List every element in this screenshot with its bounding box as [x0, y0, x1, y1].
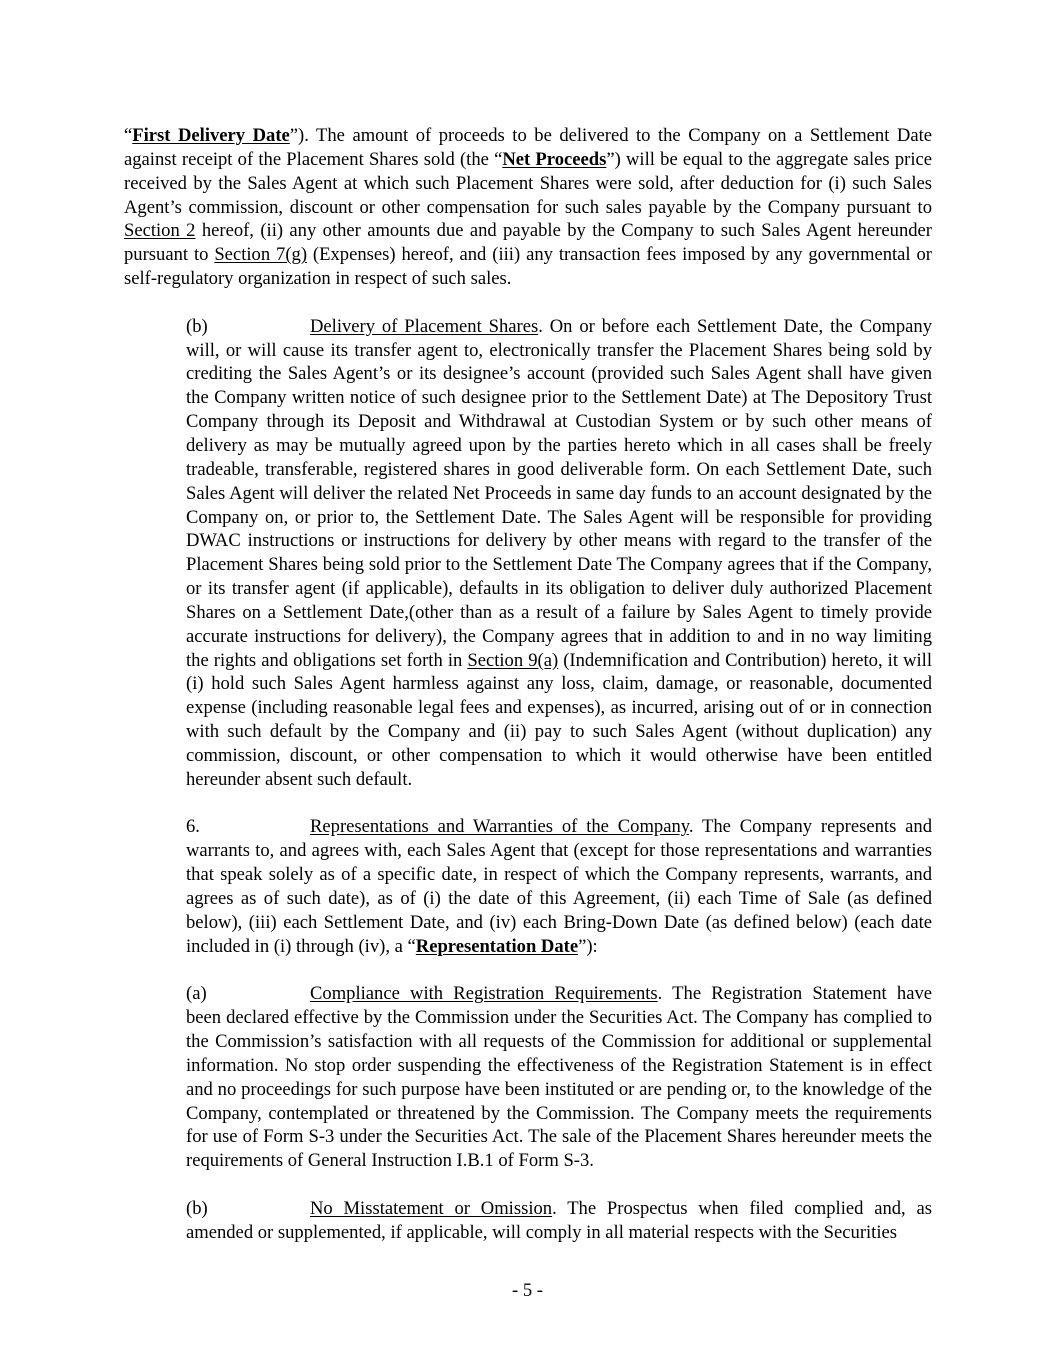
document-page [124, 124, 932, 1269]
heading-no-misstatement-or-omission: No Misstatement or Omission [310, 1197, 553, 1219]
paragraph-text: . The Prospectus when filed complied and, as amended or supplemented, if applicable, will comply in all material respects with the Securities [186, 1197, 932, 1243]
paragraph-text: ”). The amount of proceeds to be delivered to the Company on a Settlement Date against receipt of the Placement Shares sold (the “ [124, 125, 932, 170]
paragraph-number: (b) [186, 315, 208, 337]
section-7g-reference: Section 7(g) [214, 244, 308, 266]
paragraph-no-misstatement-or-omission [124, 1197, 932, 1245]
defined-term-net-proceeds: Net Proceeds [502, 148, 607, 170]
paragraph-text: . The Registration Statement have been declared effective by the Commission under the Securities Act. The Company has complied to the Commission’s satisfaction with all requests of the Commission for additional or supplemental information. No stop order suspending the effectiveness of the Registration Statement is in effect and no proceedings for such purpose have been instituted or are pending or, to the knowledge of the Company, contemplated or threatened by the Commission. The Company meets the requirements for use of Form S-3 under the Securities Act. The sale of the Placement Shares hereunder meets the requirements of General Instruction I.B.1 of Form S-3. [186, 983, 932, 1172]
section-2-reference: Section 2 [124, 220, 196, 242]
open-quote: “ [124, 125, 133, 146]
paragraph-text: (Expenses) hereof, and (iii) any transaction fees imposed by any governmental or self-regulatory organization in respect of such sales. [124, 244, 932, 290]
paragraph-text: . The Company represents and warrants to, and agrees with, each Sales Agent that (except for those representations and warranties that speak solely as of a specific date, in respect of which the Company represents, warrants, and agrees as of such date), as of (i) the date of this Agreement, (ii) each Time of Sale (as defined below), (iii) each Settlement Date, and (iv) each Bring-Down Date (as defined below) (each date included in (i) through (iv), a “ [186, 816, 932, 957]
paragraph-compliance-with-registration [124, 982, 932, 1173]
paragraph-number: (b) [186, 1197, 208, 1219]
defined-term-representation-date: Representation Date [415, 935, 579, 957]
section-9a-reference: Section 9(a) [467, 649, 559, 671]
paragraph-text: . On or before each Settlement Date, the Company will, or will cause its transfer agent to, electronically transfer the Placement Shares being sold by crediting the Sales Agent’s or its designee’s account (provided such Sales Agent shall have given the Company written notice of such designee prior to the Settlement Date) at The Depository Trust Company through its Deposit and Withdrawal at Custodian System or by such other means of delivery as may be mutually agreed upon by the parties hereto which in all cases shall be freely tradeable, transferable, registered shares in good deliverable form. On each Settlement Date, such Sales Agent will deliver the related Net Proceeds in same day funds to an account designated by the Company on, or prior to, the Settlement Date. The Sales Agent will be responsible for providing DWAC instructions or instructions for delivery by other means with regard to the transfer of the Placement Shares being sold prior to the Settlement Date The Company agrees that if the Company, or its transfer agent (if applicable), defaults in its obligation to deliver duly authorized Placement Shares on a Settlement Date,(other than as a result of a failure by Sales Agent to timely provide accurate instructions for delivery), the Company agrees that in addition to and in no way limiting the rights and obligations set forth in [186, 315, 932, 671]
defined-term-first-delivery-date: First Delivery Date [132, 125, 290, 146]
paragraph-text: ”) will be equal to the aggregate sales price received by the Sales Agent at which such Placement Shares were sold, after deduction for (i) such Sales Agent’s commission, discount or other compensation for such sales payable by the Company pursuant to [124, 148, 932, 218]
paragraph-delivery-of-placement-shares [124, 315, 932, 792]
heading-representations-and-warranties: Representations and Warranties of the Company [310, 816, 689, 838]
section-number: 6. [186, 816, 200, 838]
paragraph-text: hereof, (ii) any other amounts due and payable by the Company to such Sales Agent hereunder pursuant to [124, 220, 932, 266]
heading-delivery-of-placement-shares: Delivery of Placement Shares [310, 315, 539, 337]
paragraph-text: ”): [578, 935, 598, 957]
paragraph-number: (a) [186, 983, 207, 1005]
paragraph-representations-and-warranties [124, 815, 932, 958]
paragraph-text: (Indemnification and Contribution) hereto, it will (i) hold such Sales Agent harmless against any loss, claim, damage, or reasonable, documented expense (including reasonable legal fees and expenses), as incurred, arising out of or in connection with such default by the Company and (ii) pay to such Sales Agent (without duplication) any commission, discount, or other compensation to which it would otherwise have been entitled hereunder absent such default. [186, 649, 933, 790]
page-number: - 5 - [512, 1280, 543, 1301]
paragraph-net-proceeds [124, 124, 932, 291]
heading-compliance-with-registration-requirements: Compliance with Registration Requirements [310, 983, 658, 1005]
